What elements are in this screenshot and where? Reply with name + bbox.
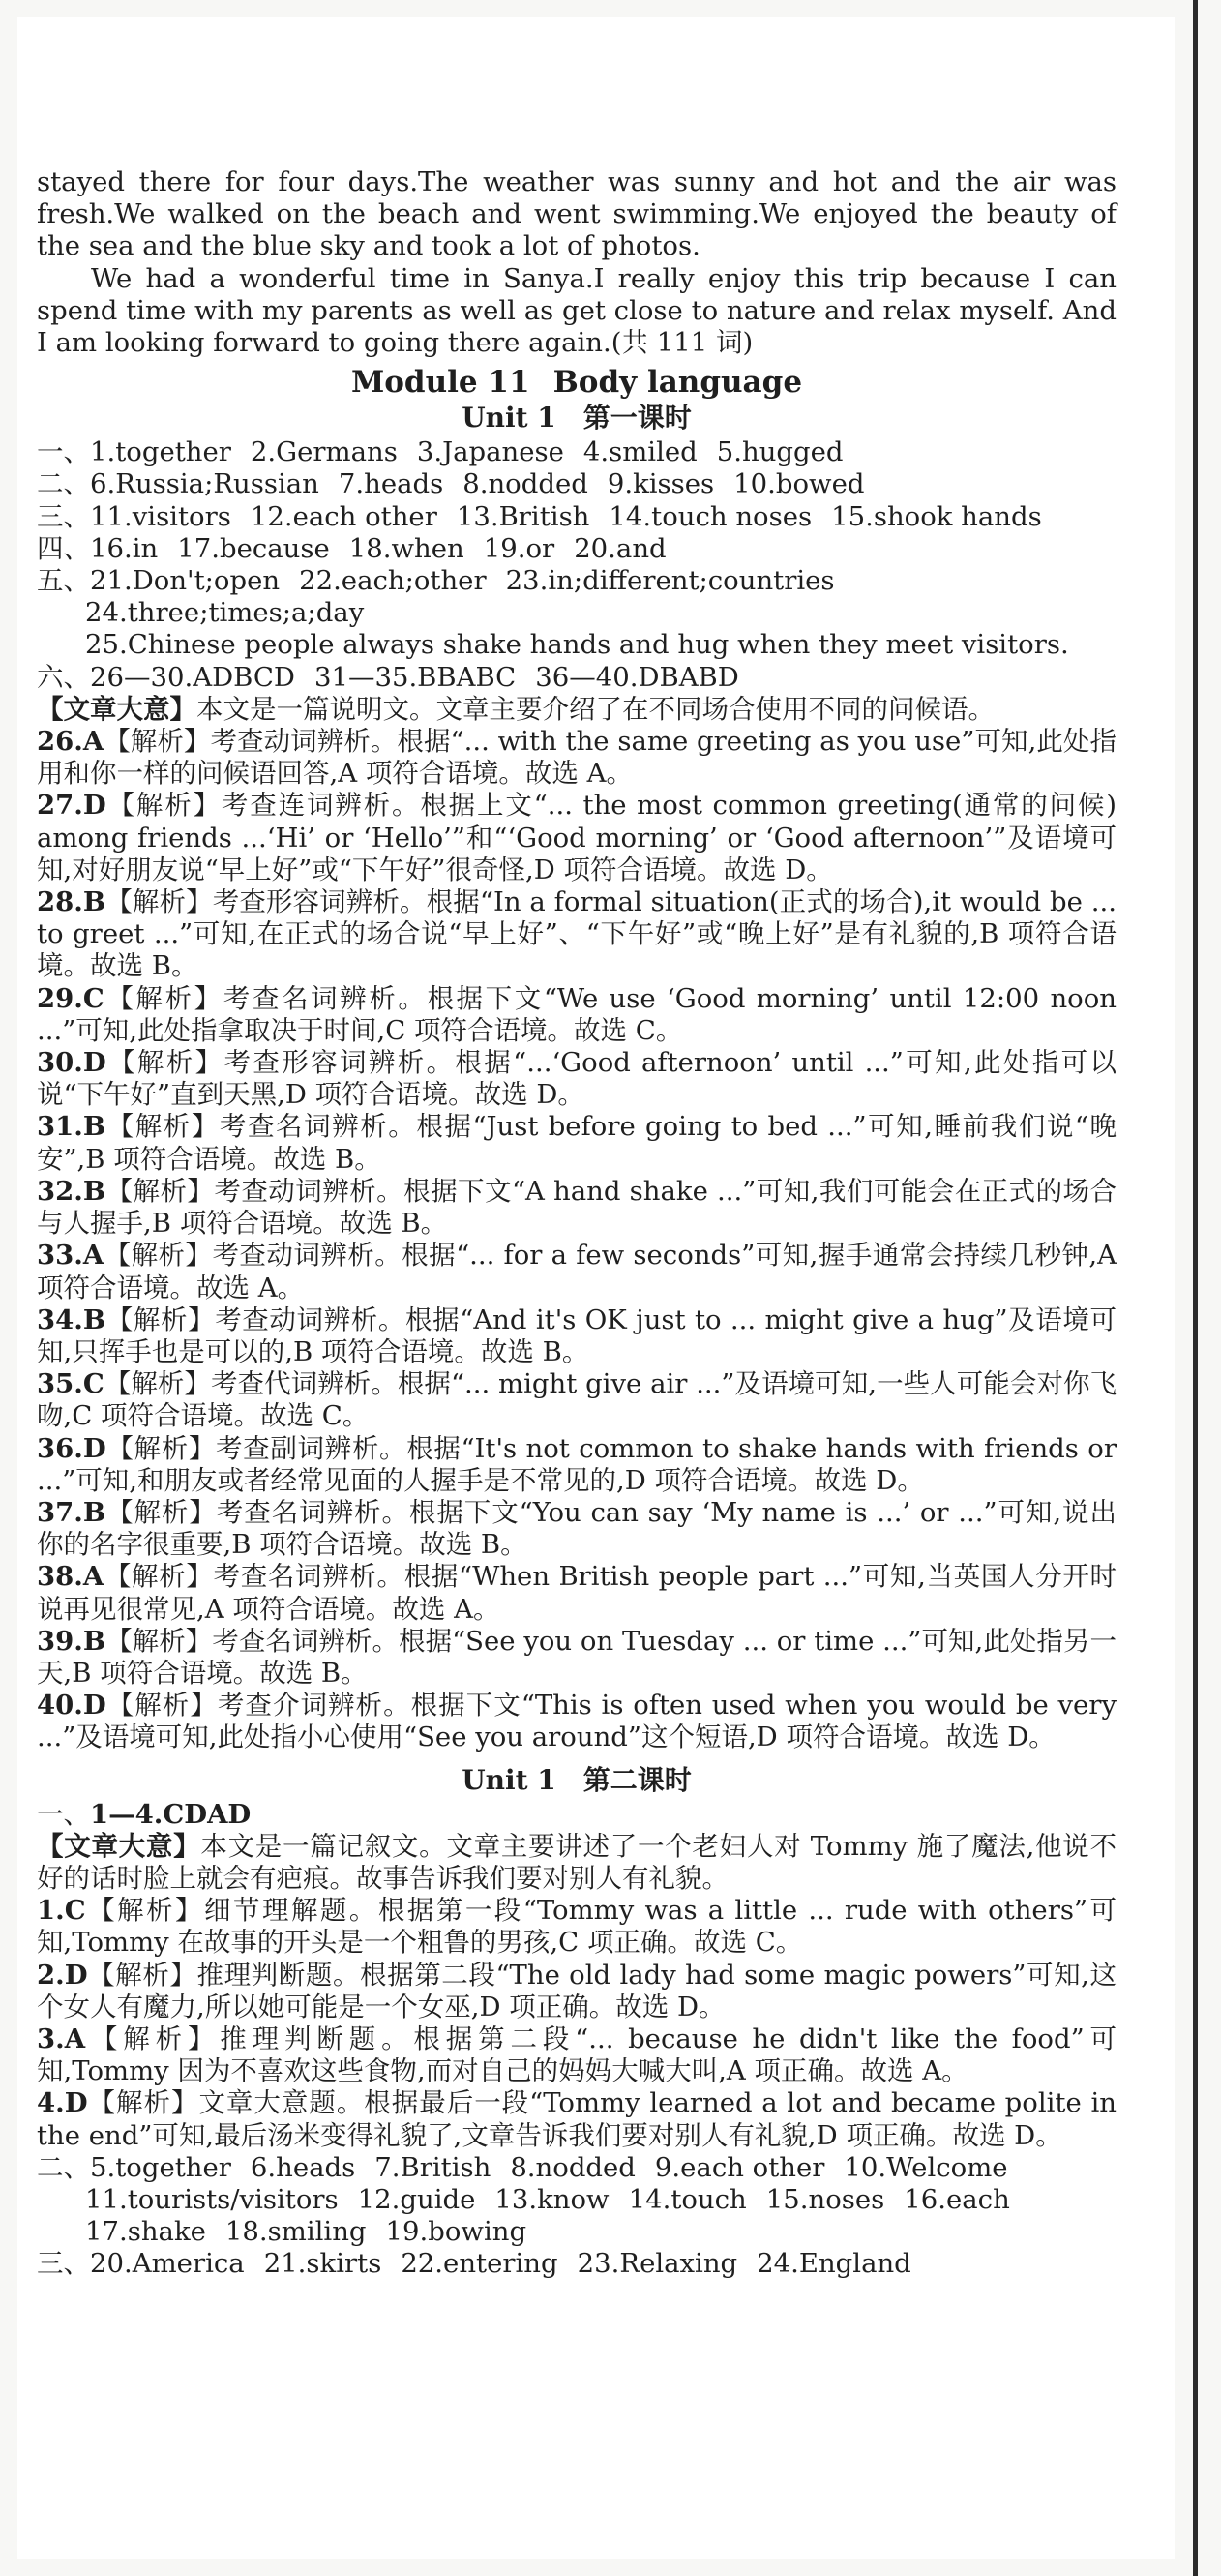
answer-item: 24.three;times;a;day bbox=[85, 597, 365, 629]
explanation-item bbox=[37, 1304, 1117, 1368]
explanation-text: 【解析】推理判断题。根据第二段“The old lady had some magic powers”可知,这个女人有魔力,所以她可能是一个女巫,D 项正确。故选 D。 bbox=[37, 1959, 1117, 2022]
answer-item: 21.skirts bbox=[263, 2248, 382, 2280]
answer-item: 1—4.CDAD bbox=[90, 1798, 252, 1830]
answer-item: 9.each other bbox=[654, 2151, 825, 2183]
answer-line bbox=[37, 565, 1117, 597]
answer-item: 5.together bbox=[90, 2151, 231, 2183]
explanation-item bbox=[37, 790, 1117, 886]
section-label: 二、 bbox=[37, 468, 90, 500]
explanation-item bbox=[37, 1626, 1117, 1690]
explanation-text: 【解析】考查连词辨析。根据上文“... the most common greeting(通常的问候) among friends ...‘Hi’ or ‘Hello’”和“‘Good morning’ or ‘Good afternoon’”及语境可知,对好朋友说“早上好”或“下午好”很奇怪,D 项符合语境。故选 D。 bbox=[37, 790, 1117, 885]
answer-item: 18.when bbox=[348, 532, 464, 564]
answer-item: 14.touch bbox=[628, 2183, 747, 2215]
answer-item: 16.each bbox=[904, 2183, 1010, 2215]
intro-paragraph-1: stayed there for four days.The weather was sunny and hot and the air was fresh.We walked on the beach and went swimming.We enjoyed the beauty of the sea and the blue sky and took a lot of photos. bbox=[37, 166, 1117, 262]
question-answer: 4.D bbox=[37, 2087, 88, 2119]
answer-line bbox=[37, 436, 1117, 468]
answer-item: 26—30.ADBCD bbox=[90, 661, 295, 693]
answer-item: 10.bowed bbox=[733, 468, 865, 500]
explanation-item bbox=[37, 1690, 1117, 1753]
answer-item: 6.heads bbox=[250, 2151, 356, 2183]
explanation-item bbox=[37, 1240, 1117, 1303]
question-answer: 1.C bbox=[37, 1895, 86, 1927]
question-answer: 35.C bbox=[37, 1368, 104, 1400]
answer-item: 19.or bbox=[483, 532, 555, 564]
module-number: Module 11 bbox=[350, 365, 530, 401]
question-answer: 26.A bbox=[37, 726, 104, 758]
answer-item: 22.each;other bbox=[299, 565, 487, 597]
answer-item: 25.Chinese people always shake hands and hug when they meet visitors. bbox=[85, 629, 1069, 661]
explanation-text: 【解析】考查名词辨析。根据“See you on Tuesday ... or time ...”可知,此处指另一天,B 项符合语境。故选 B。 bbox=[37, 1625, 1117, 1689]
unit1-lesson1-answers bbox=[37, 436, 1117, 694]
explanation-item bbox=[37, 1368, 1117, 1432]
unit1-lesson1-summary bbox=[37, 694, 1117, 726]
answer-item: 15.shook hands bbox=[831, 500, 1042, 532]
explanation-text: 【解析】文章大意题。根据最后一段“Tommy learned a lot and became polite in the end”可知,最后汤米变得礼貌了,文章告诉我们要对别人有礼貌,D 项正确。故选 D。 bbox=[37, 2087, 1117, 2151]
explanation-text: 【解析】考查动词辨析。根据“And it's OK just to ... might give a hug”及语境可知,只挥手也是可以的,B 项符合语境。故选 B。 bbox=[37, 1303, 1117, 1367]
answer-item: 15.noses bbox=[765, 2183, 885, 2215]
section-label: 一、 bbox=[37, 436, 90, 468]
explanation-item bbox=[37, 2087, 1117, 2151]
answer-item: 6.Russia;Russian bbox=[90, 468, 319, 500]
explanation-item bbox=[37, 983, 1117, 1047]
explanation-item bbox=[37, 886, 1117, 983]
answer-item: 8.nodded bbox=[462, 468, 588, 500]
explanation-item bbox=[37, 726, 1117, 790]
explanation-text: 【解析】推理判断题。根据第二段“... because he didn't like the food”可知,Tommy 因为不喜欢这些食物,而对自己的妈妈大喊大叫,A 项正确。故选 A。 bbox=[37, 2022, 1117, 2087]
answer-item: 36—40.DBABD bbox=[535, 661, 739, 693]
answer-item: 12.guide bbox=[357, 2183, 476, 2215]
section-label: 四、 bbox=[37, 532, 90, 564]
answer-item: 8.nodded bbox=[510, 2151, 636, 2183]
explanation-text: 【解析】考查副词辨析。根据“It's not common to shake hands with friends or ...”可知,和朋友或者经常见面的人握手是不常见的,D 项符合语境。故选 D。 bbox=[37, 1432, 1117, 1496]
explanation-text: 【解析】细节理解题。根据第一段“Tommy was a little ... rude with others”可知,Tommy 在故事的开头是一个粗鲁的男孩,C 项正确。故选 C。 bbox=[37, 1895, 1117, 1959]
answer-content bbox=[37, 166, 1117, 2281]
question-answer: 3.A bbox=[37, 2022, 86, 2054]
explanation-item bbox=[37, 1047, 1117, 1111]
explanation-item bbox=[37, 1561, 1117, 1625]
explanation-text: 【解析】考查名词辨析。根据“Just before going to bed ...”可知,睡前我们说“晚安”,B 项符合语境。故选 B。 bbox=[37, 1111, 1117, 1175]
unit1-lesson2-explanations bbox=[37, 1895, 1117, 2152]
answer-item: 16.in bbox=[90, 532, 159, 564]
question-answer: 29.C bbox=[37, 982, 104, 1014]
intro-paragraph-2: We had a wonderful time in Sanya.I really enjoy this trip because I can spend time with my parents as well as get close to nature and relax myself. And I am looking forward to going there again.(共 111 词) bbox=[37, 262, 1117, 359]
answer-item: 21.Don't;open bbox=[90, 565, 281, 597]
explanation-text: 【解析】考查动词辨析。根据“... for a few seconds”可知,握手通常会持续几秒钟,A 项符合语境。故选 A。 bbox=[37, 1240, 1117, 1303]
explanation-item bbox=[37, 1176, 1117, 1240]
section-label: 六、 bbox=[37, 661, 90, 693]
answer-item: 13.British bbox=[456, 500, 590, 532]
explanation-text: 【解析】考查代词辨析。根据“... might give air ...”及语境可知,一些人可能会对你飞吻,C 项符合语境。故选 C。 bbox=[37, 1368, 1117, 1432]
answer-item: 19.bowing bbox=[385, 2216, 527, 2248]
unit1-lesson2-answers bbox=[37, 2152, 1117, 2281]
question-answer: 38.A bbox=[37, 1561, 104, 1593]
answer-item: 31—35.BBABC bbox=[313, 661, 517, 693]
explanation-text: 【解析】考查名词辨析。根据“When British people part ...”可知,当英国人分开时说再见很常见,A 项符合语境。故选 A。 bbox=[37, 1561, 1117, 1625]
answer-line bbox=[37, 501, 1117, 533]
answer-item: 24.England bbox=[757, 2248, 911, 2280]
question-answer: 34.B bbox=[37, 1303, 106, 1335]
answer-item: 9.kisses bbox=[607, 468, 715, 500]
explanation-item bbox=[37, 1960, 1117, 2023]
explanation-item bbox=[37, 1433, 1117, 1497]
question-answer: 40.D bbox=[37, 1690, 106, 1722]
answer-line bbox=[37, 2184, 1117, 2216]
answer-item: 17.because bbox=[177, 532, 330, 564]
unit1-lesson1-explanations bbox=[37, 726, 1117, 1754]
question-answer: 31.B bbox=[37, 1111, 106, 1143]
answer-item: 4.smiled bbox=[582, 436, 698, 468]
answer-item: 11.visitors bbox=[90, 500, 231, 532]
answer-line bbox=[37, 2152, 1117, 2184]
question-answer: 2.D bbox=[37, 1959, 88, 1991]
answer-line bbox=[37, 2248, 1117, 2280]
question-answer: 27.D bbox=[37, 790, 106, 822]
summary-text: 本文是一篇记叙文。文章主要讲述了一个老妇人对 Tommy 施了魔法,他说不好的话时脸上就会有疤痕。故事告诉我们要对别人有礼貌。 bbox=[37, 1830, 1117, 1894]
answer-item: 2.Germans bbox=[250, 436, 398, 468]
answer-item: 20.America bbox=[90, 2248, 245, 2280]
unit1-lesson1-heading: Unit 1 第一课时 bbox=[462, 402, 692, 434]
explanation-item bbox=[37, 1111, 1117, 1175]
summary-text: 本文是一篇说明文。文章主要介绍了在不同场合使用不同的问候语。 bbox=[196, 693, 995, 725]
answer-line bbox=[37, 533, 1117, 565]
answer-item: 12.each other bbox=[250, 500, 437, 532]
section-label: 二、 bbox=[37, 2151, 90, 2183]
answer-item: 23.in;different;countries bbox=[505, 565, 835, 597]
section-label: 三、 bbox=[37, 2248, 90, 2280]
answer-line bbox=[37, 468, 1117, 500]
module-name: Body language bbox=[552, 365, 803, 401]
section-label: 一、 bbox=[37, 1798, 90, 1830]
answer-item: 20.and bbox=[574, 532, 667, 564]
explanation-text: 【解析】考查名词辨析。根据下文“You can say ‘My name is ...’ or ...”可知,说出你的名字很重要,B 项符合语境。故选 B。 bbox=[37, 1496, 1117, 1561]
explanation-item bbox=[37, 2023, 1117, 2087]
question-answer: 33.A bbox=[37, 1240, 104, 1272]
answer-line bbox=[37, 629, 1117, 661]
explanation-text: 【解析】考查名词辨析。根据下文“We use ‘Good morning’ until 12:00 noon ...”可知,此处指拿取决于时间,C 项符合语境。故选 C。 bbox=[37, 982, 1117, 1046]
answer-item: 1.together bbox=[90, 436, 231, 468]
question-answer: 39.B bbox=[37, 1625, 106, 1657]
answer-line bbox=[37, 1799, 1117, 1831]
answer-item: 3.Japanese bbox=[416, 436, 564, 468]
summary-label: 【文章大意】 bbox=[37, 1830, 201, 1862]
answer-item: 17.shake bbox=[85, 2216, 206, 2248]
answer-item: 22.entering bbox=[401, 2248, 558, 2280]
explanation-text: 【解析】考查介词辨析。根据下文“This is often used when you would be very ...”及语境可知,此处指小心使用“See you around”这个短语,D 项符合语境。故选 D。 bbox=[37, 1690, 1117, 1753]
answer-line bbox=[37, 597, 1117, 629]
module-title bbox=[37, 363, 1117, 402]
answer-line bbox=[37, 2216, 1117, 2248]
answer-item: 10.Welcome bbox=[844, 2151, 1008, 2183]
answer-item: 11.tourists/visitors bbox=[85, 2183, 339, 2215]
answer-item: 18.smiling bbox=[224, 2216, 367, 2248]
answer-item: 14.touch noses bbox=[609, 500, 813, 532]
binding-edge bbox=[1193, 0, 1198, 2576]
explanation-item bbox=[37, 1497, 1117, 1561]
unit1-lesson2-heading: Unit 1 第二课时 bbox=[462, 1763, 692, 1796]
section-label: 五、 bbox=[37, 565, 90, 597]
question-answer: 36.D bbox=[37, 1432, 106, 1464]
answer-item: 7.heads bbox=[338, 468, 444, 500]
answer-item: 7.British bbox=[374, 2151, 491, 2183]
explanation-text: 【解析】考查动词辨析。根据“... with the same greeting as you use”可知,此处指用和你一样的问候语回答,A 项符合语境。故选 A。 bbox=[37, 726, 1117, 790]
question-answer: 37.B bbox=[37, 1496, 106, 1528]
answer-item: 13.know bbox=[494, 2183, 610, 2215]
explanation-text: 【解析】考查动词辨析。根据下文“A hand shake ...”可知,我们可能会在正式的场合与人握手,B 项符合语境。故选 B。 bbox=[37, 1175, 1117, 1240]
explanation-item bbox=[37, 1895, 1117, 1959]
question-answer: 30.D bbox=[37, 1047, 106, 1079]
explanation-text: 【解析】考查形容词辨析。根据“...‘Good afternoon’ until ...”可知,此处指可以说“下午好”直到天黑,D 项符合语境。故选 D。 bbox=[37, 1047, 1117, 1111]
explanation-text: 【解析】考查形容词辨析。根据“In a formal situation(正式的场合),it would be ... to greet ...”可知,在正式的场合说“早上好”、“下午好”或“晚上好”是有礼貌的,B 项符合语境。故选 B。 bbox=[37, 886, 1117, 982]
summary-label: 【文章大意】 bbox=[37, 693, 196, 725]
section-label: 三、 bbox=[37, 500, 90, 532]
answer-item: 5.hugged bbox=[716, 436, 844, 468]
question-answer: 32.B bbox=[37, 1175, 106, 1207]
answer-item: 23.Relaxing bbox=[577, 2248, 738, 2280]
unit1-lesson2-summary bbox=[37, 1831, 1117, 1895]
answer-line bbox=[37, 662, 1117, 694]
question-answer: 28.B bbox=[37, 886, 106, 918]
